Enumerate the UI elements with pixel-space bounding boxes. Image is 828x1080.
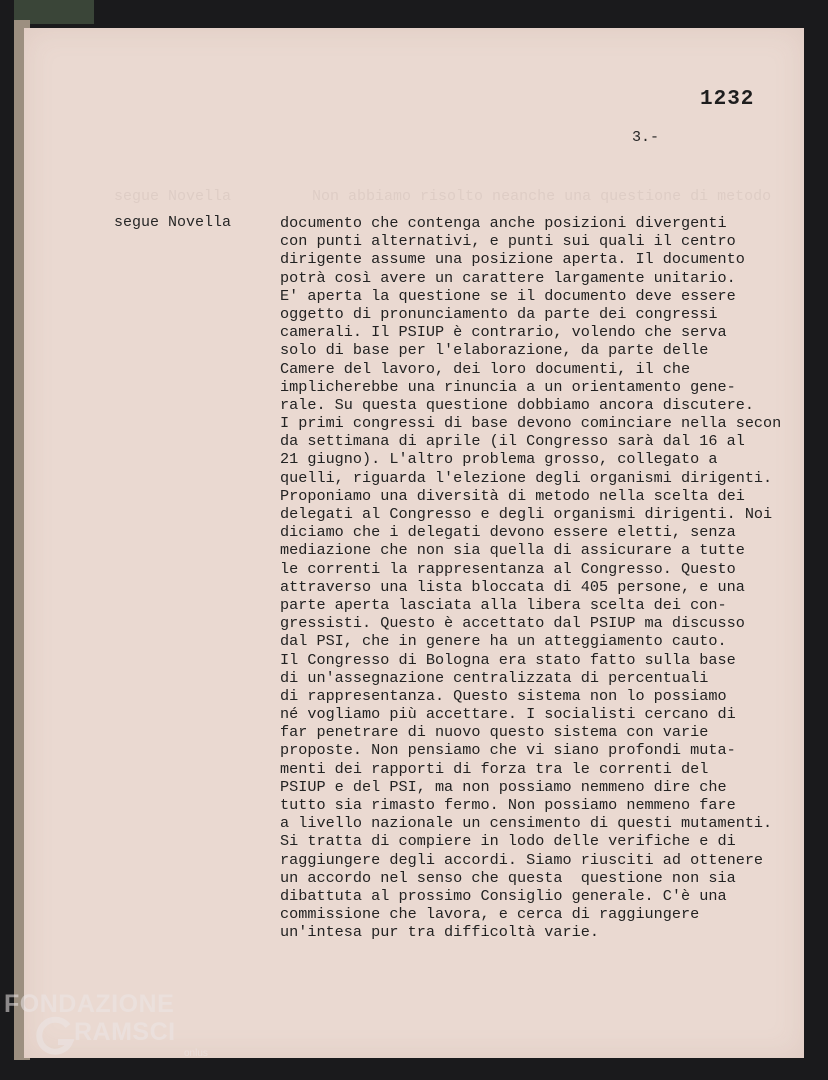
body-line: documento che contenga anche posizioni divergenti (280, 214, 727, 232)
body-line: E' aperta la questione se il documento deve essere (280, 286, 736, 305)
body-line: un'intesa pur tra difficoltà varie. (280, 923, 599, 942)
body-line: 21 giugno). L'altro problema grosso, collegato a (280, 450, 718, 469)
watermark-line1: FONDAZIONE (4, 990, 175, 1018)
body-line: parte aperta lasciata alla libera scelta dei con- (280, 595, 727, 614)
document-page (24, 28, 804, 1058)
body-line: dal PSI, che in genere ha un atteggiamento cauto. (280, 632, 727, 651)
body-line: diciamo che i delegati devono essere eletti, senza (280, 523, 736, 542)
section-number: 3.- (632, 129, 660, 146)
body-line: Camere del lavoro, dei loro documenti, il che (280, 359, 691, 378)
body-line: rale. Su questa questione dobbiamo ancora discutere. (280, 395, 754, 414)
body-line: delegati al Congresso e degli organismi dirigenti. Noi (280, 505, 773, 523)
body-line: di rappresentanza. Questo sistema non lo possiamo (280, 686, 727, 705)
body-line: I primi congressi di base devono cominciare nella secon (280, 414, 782, 433)
body-line: potrà così avere un carattere largamente unitario. (280, 268, 736, 287)
body-line: dirigente assume una posizione aperta. Il documento (280, 250, 745, 269)
body-line: dibattuta al prossimo Consiglio generale. C'è una (280, 886, 727, 905)
body-line: gressisti. Questo è accettato dal PSIUP ma discusso (280, 614, 745, 633)
body-line: commissione che lavora, e cerca di raggiungere (280, 905, 700, 924)
watermark-line2: RAMSCI (74, 1018, 176, 1046)
body-line: PSIUP e del PSI, ma non possiamo nemmeno dire che (280, 777, 727, 796)
watermark-line3: onlus (184, 1048, 208, 1059)
body-text (280, 214, 800, 942)
body-line: Il Congresso di Bologna era stato fatto sulla base (280, 650, 736, 669)
body-line: di un'assegnazione centralizzata di percentuali (280, 668, 709, 687)
speaker-label: segue Novella (114, 214, 232, 231)
fondazione-gramsci-watermark (4, 990, 224, 1070)
bleed-through-text: segue Novella Non abbiamo risolto neanche una questione di metodo (114, 188, 772, 205)
body-line: proposte. Non pensiamo che vi siano profondi muta- (280, 741, 736, 760)
body-line: implicherebbe una rinuncia a un orientamento gene- (280, 377, 736, 396)
body-line: solo di base per l'elaborazione, da parte delle (280, 341, 709, 360)
body-line: quelli, riguarda l'elezione degli organismi dirigenti. (280, 468, 773, 487)
body-line: le correnti la rappresentanza al Congresso. Questo (280, 559, 736, 578)
body-line: un accordo nel senso che questa questione non sia (280, 868, 736, 887)
body-line: camerali. Il PSIUP è contrario, volendo che serva (280, 323, 727, 342)
body-line: tutto sia rimasto fermo. Non possiamo nemmeno fare (280, 796, 736, 814)
body-line: a livello nazionale un censimento di questi mutamenti. (280, 814, 773, 833)
body-line: attraverso una lista bloccata di 405 persone, e una (280, 577, 745, 596)
body-line: né vogliamo più accettare. I socialisti cercano di (280, 705, 736, 724)
body-line: Proponiamo una diversità di metodo nella scelta dei (280, 486, 745, 505)
body-line: da settimana di aprile (il Congresso sarà dal 16 al (280, 432, 745, 451)
gramsci-g-icon (36, 1016, 76, 1056)
body-line: con punti alternativi, e punti sui quali il centro (280, 232, 736, 251)
body-line: menti dei rapporti di forza tra le correnti del (280, 759, 709, 778)
body-line: far penetrare di nuovo questo sistema con varie (280, 723, 709, 742)
body-line: mediazione che non sia quella di assicurare a tutte (280, 541, 745, 560)
body-line: Si tratta di compiere in lodo delle verifiche e di (280, 832, 736, 851)
body-line: oggetto di pronunciamento da parte dei congressi (280, 304, 718, 323)
page-number: 1232 (700, 88, 755, 111)
body-line: raggiungere degli accordi. Siamo riusciti ad ottenere (280, 850, 764, 869)
